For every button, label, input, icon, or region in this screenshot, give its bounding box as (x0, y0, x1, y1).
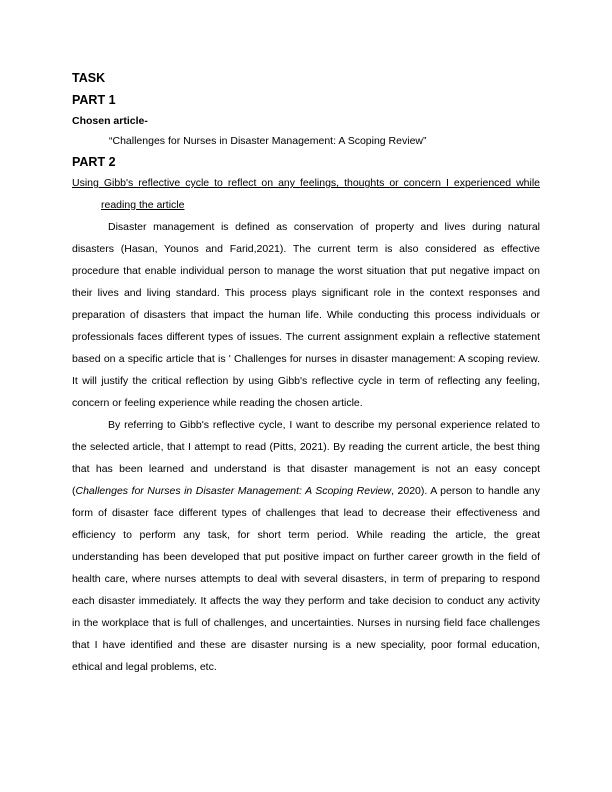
document-body (72, 68, 540, 678)
task-heading: TASK (72, 71, 106, 85)
paragraph-2 (72, 414, 540, 678)
part1-heading: PART 1 (72, 93, 116, 107)
paragraph-1: Disaster management is defined as conservation of property and lives during natural disasters (Hasan, Younos and Farid,2021). The current term is also considered as effective procedure that enable individual person to manage the worst situation that put negative impact on their lives and living standard. This process plays significant role in the context responses and preparation of disasters that impact the human life. While conducting this process individuals or professionals faces different types of issues. The current assignment explain a reflective statement based on a specific article that is ' Challenges for nurses in disaster management: A scoping review. It will justify the critical reflection by using Gibb's reflective cycle in term of reflecting any feeling, concern or feeling experience while reading the chosen article. (72, 221, 540, 409)
article-title: “Challenges for Nurses in Disaster Management: A Scoping Review” (109, 135, 427, 147)
paragraph-2-start: By referring to Gibb's reflective cycle, I want to describe my personal experience related to the selected article, that I attempt to read (Pitts, 2021). By reading the current article, the best thing that has been learned and understand is that disaster management is not an easy concept ( (72, 419, 540, 497)
paragraph-2-end: , 2020). A person to handle any form of disaster face different types of challenges that lead to decrease their effectiveness and efficiency to perform any task, for short term period. While reading the article, the great understanding has been developed that put positive impact on further career growth in the field of health care, where nurses attempts to deal with several disasters, in term of preparing to respond each disaster immediately. It affects the way they perform and take decision to conduct any activity in the workplace that is full of challenges, and uncertainties. Nurses in nursing field face challenges that I have identified and these are disaster nursing is a new speciality, poor formal education, ethical and legal problems, etc. (72, 485, 540, 673)
part2-heading: PART 2 (72, 155, 116, 169)
part2-subheading: Using Gibb's reflective cycle to reflect on any feelings, thoughts or concern I experienced while reading the article (72, 177, 540, 211)
article-citation-italic: Challenges for Nurses in Disaster Management: A Scoping Review (75, 485, 392, 497)
chosen-article-label: Chosen article- (72, 115, 148, 127)
